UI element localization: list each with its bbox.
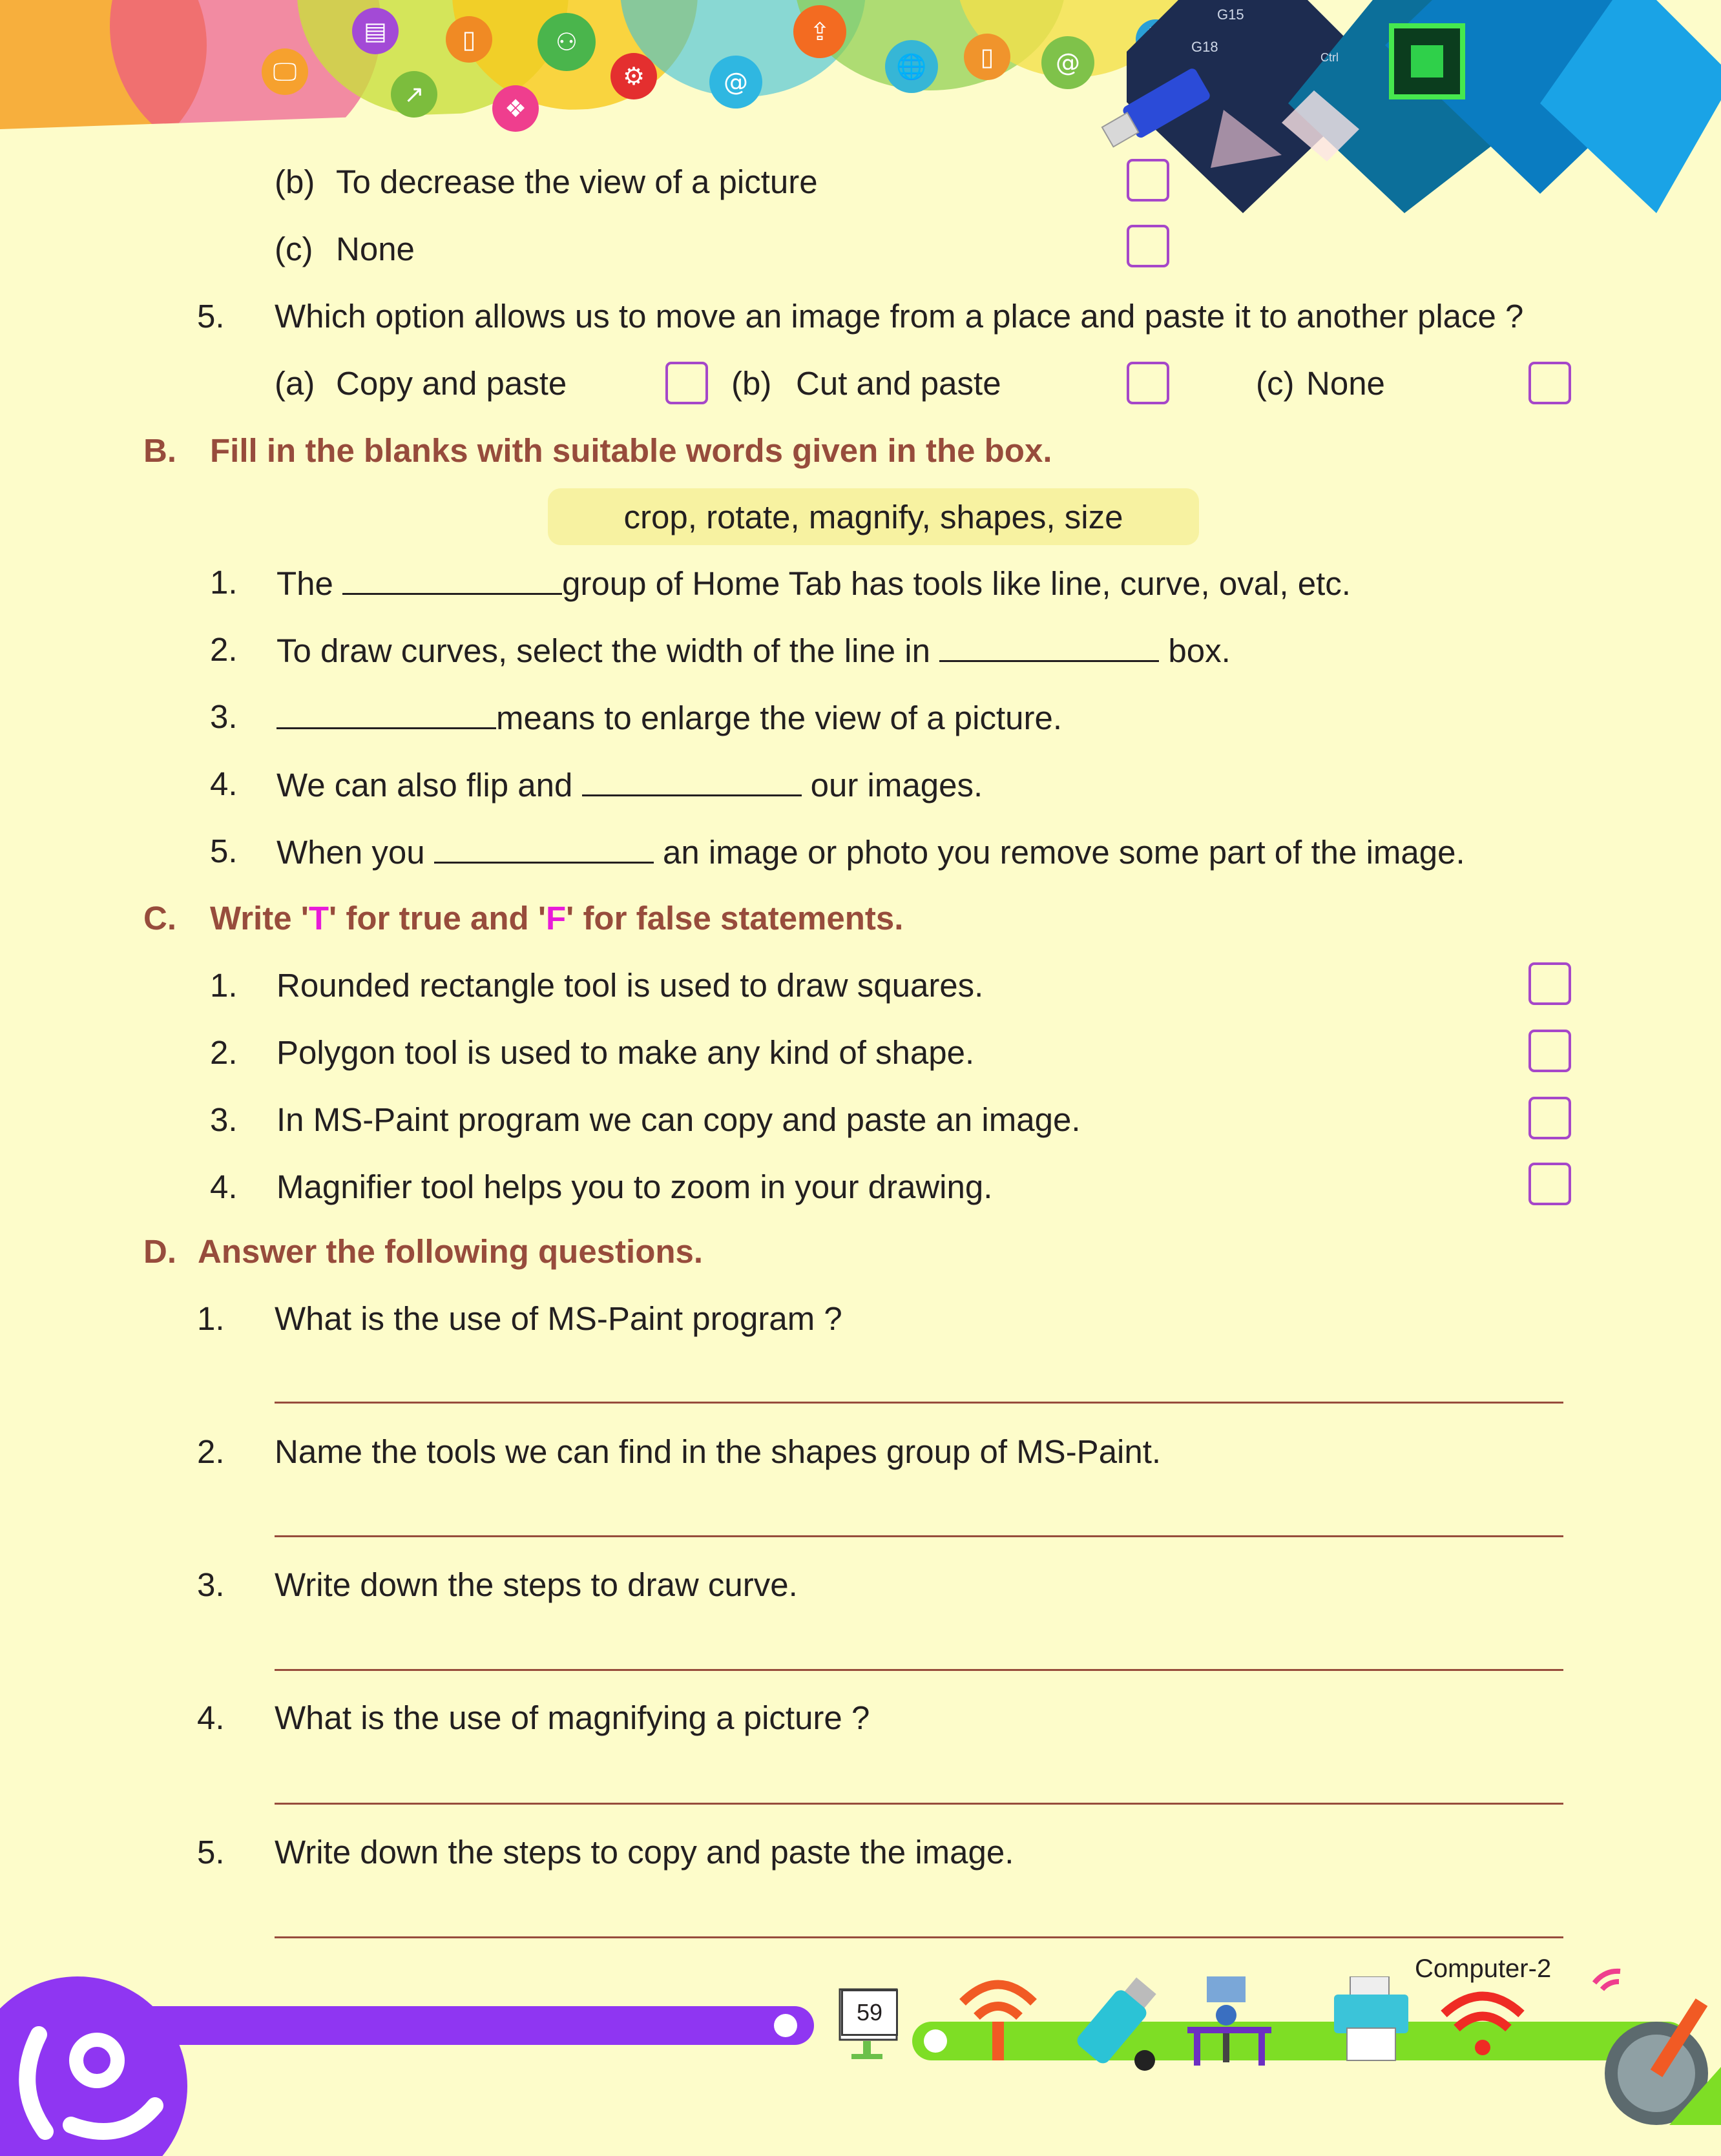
c-item-2-number: 2. <box>210 1034 238 1071</box>
q5-option-b-label: (b) <box>731 365 772 402</box>
c-item-2-text: Polygon tool is used to make any kind of shape. <box>276 1034 975 1071</box>
q4-option-c-checkbox[interactable] <box>1127 225 1169 267</box>
d-item-2-number: 2. <box>197 1433 225 1470</box>
printer-icon <box>1331 1976 1415 2067</box>
b-item-4-blank[interactable] <box>582 765 802 796</box>
wifi-icon <box>956 1970 1040 2060</box>
c-item-3-checkbox[interactable] <box>1528 1097 1571 1139</box>
gamepad-icon: ❖ <box>492 85 539 132</box>
c-item-4-text: Magnifier tool helps you to zoom in your drawing. <box>276 1168 993 1205</box>
section-d-title: Answer the following questions. <box>198 1233 704 1270</box>
q5-option-c-checkbox[interactable] <box>1528 362 1571 404</box>
page-number: 59 <box>841 1989 898 2036</box>
settings-icon: ⚙ <box>610 53 657 99</box>
b-item-3-after: means to enlarge the view of a picture. <box>496 700 1062 736</box>
b-item-2-before: To draw curves, select the width of the line in <box>276 632 931 669</box>
b-item-1-blank[interactable] <box>342 563 562 595</box>
b-item-4-after: our images. <box>810 767 983 803</box>
b-item-1-after: group of Home Tab has tools like line, curve, oval, etc. <box>562 565 1351 602</box>
section-c-letter: C. <box>143 900 176 937</box>
satellite-dish-icon <box>1592 1964 1721 2125</box>
b-item-4 <box>276 765 983 805</box>
b-item-1 <box>276 563 1351 603</box>
d-item-5-number: 5. <box>197 1834 225 1871</box>
d-item-4-answer-line[interactable] <box>275 1803 1563 1805</box>
d-item-1-number: 1. <box>197 1300 225 1337</box>
d-item-3-text: Write down the steps to draw curve. <box>275 1566 798 1603</box>
q5-option-a-text: Copy and paste <box>336 365 567 402</box>
section-c-title-post: ' for false statements. <box>566 900 904 937</box>
section-b-title: Fill in the blanks with suitable words given in the box. <box>210 432 1052 469</box>
q5-option-c-label: (c) <box>1256 365 1295 402</box>
folder-icon: ▤ <box>352 8 399 54</box>
b-item-3-number: 3. <box>210 698 238 735</box>
c-item-3-text: In MS-Paint program we can copy and paste an image. <box>276 1101 1081 1138</box>
b-item-2-blank[interactable] <box>939 630 1159 662</box>
b-item-1-before: The <box>276 565 333 602</box>
q5-option-b-text: Cut and paste <box>796 365 1001 402</box>
c-item-1-checkbox[interactable] <box>1528 962 1571 1005</box>
d-item-1-text: What is the use of MS-Paint program ? <box>275 1300 842 1337</box>
section-c-title <box>210 899 903 938</box>
upload-icon: ⇪ <box>793 5 846 58</box>
b-item-1-number: 1. <box>210 564 238 601</box>
key-ctrl: Ctrl <box>1320 51 1339 64</box>
mouse-icon: ▯ <box>446 16 492 63</box>
q5-option-c-text: None <box>1306 365 1385 402</box>
key-g18: G18 <box>1191 39 1218 55</box>
chart-icon: ↗ <box>391 71 437 118</box>
key-g15: G15 <box>1217 6 1244 23</box>
at-icon: @ <box>709 56 762 109</box>
globe-icon: 🌐 <box>885 40 938 93</box>
q4-option-c-label: (c) <box>275 231 313 267</box>
b-item-5-after: an image or photo you remove some part of the image. <box>662 834 1465 871</box>
b-item-2-after: box. <box>1168 632 1231 669</box>
header-decoration <box>0 0 1721 213</box>
b-item-5-blank[interactable] <box>434 832 654 864</box>
b-item-4-number: 4. <box>210 765 238 802</box>
people-icon: ⚇ <box>537 13 596 71</box>
section-c-title-pre: Write ' <box>210 900 309 937</box>
section-d-letter: D. <box>143 1233 176 1270</box>
q5-option-b-checkbox[interactable] <box>1127 362 1169 404</box>
q4-option-b-checkbox[interactable] <box>1127 159 1169 202</box>
c-item-3-number: 3. <box>210 1101 238 1138</box>
d-item-1-answer-line[interactable] <box>275 1402 1563 1404</box>
b-item-5-number: 5. <box>210 833 238 869</box>
usb-drive-icon <box>1072 1976 1163 2073</box>
q5-option-a-label: (a) <box>275 365 315 402</box>
section-c-title-f: F <box>545 900 567 937</box>
b-item-2 <box>276 630 1231 670</box>
section-b-letter: B. <box>143 432 176 469</box>
d-item-3-answer-line[interactable] <box>275 1669 1563 1671</box>
section-c-title-t: T <box>308 900 329 937</box>
d-item-2-answer-line[interactable] <box>275 1535 1563 1537</box>
b-item-2-number: 2. <box>210 631 238 668</box>
b-item-5-before: When you <box>276 834 425 871</box>
c-item-4-number: 4. <box>210 1168 238 1205</box>
q4-option-c-text: None <box>336 231 415 267</box>
word-box <box>548 488 1199 545</box>
wifi-signal-icon <box>1441 1988 1525 2059</box>
q4-option-b-text: To decrease the view of a picture <box>336 163 818 200</box>
q4-option-b-label: (b) <box>275 163 315 200</box>
section-c-title-mid: ' for true and ' <box>329 900 546 937</box>
b-item-5 <box>276 832 1465 872</box>
b-item-3-blank[interactable] <box>276 698 496 729</box>
mouse-icon-2: ▯ <box>964 34 1010 80</box>
q5-number: 5. <box>197 298 225 335</box>
q5-text: Which option allows us to move an image from a place and paste it to another place ? <box>275 298 1524 335</box>
at-icon-2: @ <box>1041 36 1094 89</box>
word-box-text: crop, rotate, magnify, shapes, size <box>623 498 1123 535</box>
b-item-4-before: We can also flip and <box>276 767 573 803</box>
c-item-2-checkbox[interactable] <box>1528 1030 1571 1072</box>
d-item-3-number: 3. <box>197 1566 225 1603</box>
c-item-4-checkbox[interactable] <box>1528 1163 1571 1205</box>
c-item-1-text: Rounded rectangle tool is used to draw squares. <box>276 967 984 1004</box>
c-item-1-number: 1. <box>210 967 238 1004</box>
b-item-3 <box>276 698 1062 738</box>
d-item-4-number: 4. <box>197 1699 225 1736</box>
q5-option-a-checkbox[interactable] <box>665 362 708 404</box>
monitor-icon: 🖵 <box>262 48 308 95</box>
d-item-4-text: What is the use of magnifying a picture ? <box>275 1699 870 1736</box>
footer-book-title: Computer-2 <box>1415 1954 1552 1983</box>
usb-stick-icon <box>1098 58 1227 149</box>
d-item-2-text: Name the tools we can find in the shapes group of MS-Paint. <box>275 1433 1162 1470</box>
d-item-5-text: Write down the steps to copy and paste the image. <box>275 1834 1014 1871</box>
desk-computer-icon <box>1187 1970 1271 2067</box>
